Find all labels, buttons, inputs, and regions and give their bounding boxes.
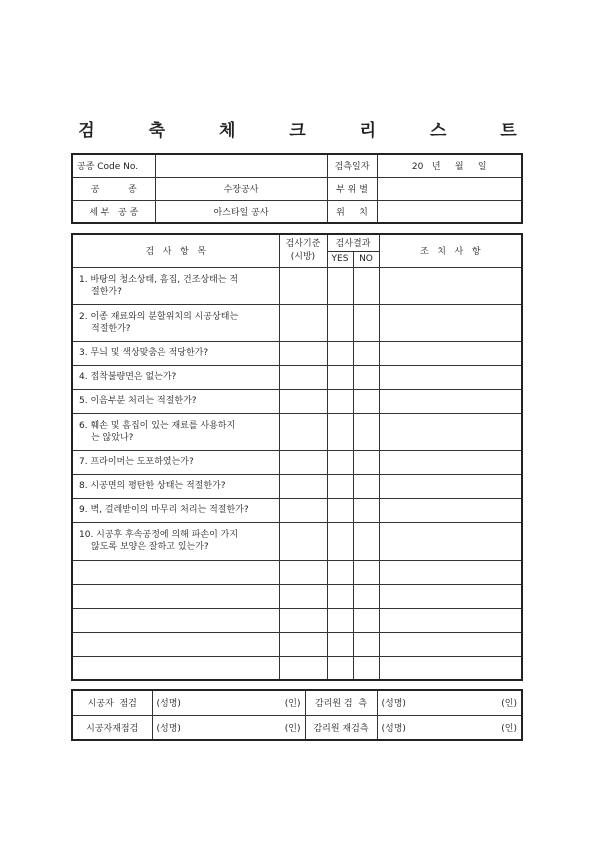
header-label: 세 부 공 종	[72, 200, 155, 223]
criteria-cell[interactable]	[279, 522, 327, 560]
criteria-cell[interactable]	[279, 267, 327, 304]
no-cell[interactable]	[353, 632, 379, 656]
item-cell[interactable]	[72, 656, 279, 680]
action-cell[interactable]	[379, 656, 522, 680]
criteria-cell[interactable]	[279, 413, 327, 450]
seal-label: (인)	[501, 723, 517, 734]
check-item	[72, 341, 279, 365]
item-cell[interactable]	[72, 632, 279, 656]
no-cell[interactable]	[353, 304, 379, 341]
yes-cell[interactable]	[327, 632, 353, 656]
criteria-cell[interactable]	[279, 365, 327, 389]
yes-cell[interactable]	[327, 608, 353, 632]
yes-cell[interactable]	[327, 584, 353, 608]
signature-role: 시공자재점검	[72, 715, 152, 740]
action-cell[interactable]	[379, 522, 522, 560]
header-info-table	[71, 153, 523, 224]
no-cell[interactable]	[353, 560, 379, 584]
signature-row	[72, 690, 522, 715]
check-item-text: 10. 시공후 후속공정에 의해 파손이 가지	[79, 530, 239, 540]
signature-row	[72, 715, 522, 740]
item-cell[interactable]	[72, 584, 279, 608]
action-cell[interactable]	[379, 267, 522, 304]
check-item	[72, 413, 279, 450]
no-cell[interactable]	[353, 267, 379, 304]
check-item-text: 6. 훼손 및 흠집이 있는 재료를 사용하지	[79, 420, 236, 431]
check-item	[72, 267, 279, 304]
table-row	[72, 450, 522, 474]
action-cell[interactable]	[379, 389, 522, 413]
table-row	[72, 474, 522, 498]
empty-row	[72, 632, 522, 656]
check-item-text: 4. 접착불량면은 없는가?	[79, 372, 177, 382]
check-item-text: 1. 바탕의 청소상태, 흠집, 건조상태는 적	[79, 274, 239, 285]
action-cell[interactable]	[379, 413, 522, 450]
col-yes-header: YES	[327, 251, 353, 267]
seal-label: (인)	[284, 699, 301, 710]
action-cell[interactable]	[379, 560, 522, 584]
seal-label: (인)	[501, 699, 517, 710]
signature-role: 시공자 점검	[72, 690, 152, 715]
criteria-cell[interactable]	[279, 341, 327, 365]
col-item-header: 검 사 항 목	[72, 234, 279, 267]
criteria-cell[interactable]	[279, 584, 327, 608]
empty-row	[72, 608, 522, 632]
no-cell[interactable]	[353, 656, 379, 680]
yes-cell[interactable]	[327, 413, 353, 450]
no-cell[interactable]	[353, 413, 379, 450]
no-cell[interactable]	[353, 474, 379, 498]
criteria-cell[interactable]	[279, 498, 327, 522]
table-row	[72, 498, 522, 522]
action-cell[interactable]	[379, 584, 522, 608]
check-item	[72, 450, 279, 474]
yes-cell[interactable]	[327, 522, 353, 560]
item-cell[interactable]	[72, 560, 279, 584]
check-item-text: 8. 시공면의 평탄한 상태는 적절한가?	[79, 481, 226, 491]
table-row	[72, 413, 522, 450]
col-criteria-header	[279, 234, 327, 267]
col-action-header: 조 치 사 항	[379, 234, 522, 267]
header-value[interactable]: 수장공사	[155, 177, 327, 200]
signature-role: 감리원 재검측	[305, 715, 377, 740]
signature-table	[71, 689, 523, 741]
criteria-cell[interactable]	[279, 656, 327, 680]
name-label: (성명)	[381, 723, 406, 734]
header-label: 공 종	[72, 177, 155, 200]
empty-row	[72, 656, 522, 680]
empty-row	[72, 584, 522, 608]
check-item-text: 9. 벽, 걸레받이의 마무리 처리는 적절한가?	[79, 505, 249, 515]
no-cell[interactable]	[353, 365, 379, 389]
check-item	[72, 498, 279, 522]
action-cell[interactable]	[379, 365, 522, 389]
check-item	[72, 389, 279, 413]
action-cell[interactable]	[379, 474, 522, 498]
header-label: 검측일자	[327, 154, 377, 177]
no-cell[interactable]	[353, 608, 379, 632]
action-cell[interactable]	[379, 632, 522, 656]
yes-cell[interactable]	[327, 450, 353, 474]
name-label: (성명)	[156, 723, 181, 734]
signature-role: 감리원 검 측	[305, 690, 377, 715]
check-item-text: 2. 이종 재료와의 분할위치의 시공상태는	[79, 311, 239, 322]
criteria-cell[interactable]	[279, 608, 327, 632]
yes-cell[interactable]	[327, 341, 353, 365]
no-cell[interactable]	[353, 450, 379, 474]
col-result-header: 검사결과	[327, 234, 379, 251]
col-criteria-label: 검사기준	[285, 238, 321, 249]
empty-row	[72, 560, 522, 584]
header-value[interactable]: 20 년 월 일	[377, 154, 522, 177]
signature-field[interactable]	[152, 690, 305, 715]
checklist-table	[71, 233, 523, 681]
name-label: (성명)	[381, 699, 406, 710]
no-cell[interactable]	[353, 584, 379, 608]
action-cell[interactable]	[379, 608, 522, 632]
table-row	[72, 389, 522, 413]
yes-cell[interactable]	[327, 304, 353, 341]
header-value[interactable]	[377, 177, 522, 200]
header-label: 공종 Code No.	[72, 154, 155, 177]
col-criteria-sub-label: (시방)	[290, 251, 316, 262]
signature-field[interactable]	[377, 690, 522, 715]
check-item	[72, 522, 279, 560]
no-cell[interactable]	[353, 389, 379, 413]
header-label: 부 위 별	[327, 177, 377, 200]
signature-field[interactable]	[152, 715, 305, 740]
name-label: (성명)	[156, 699, 181, 710]
table-row	[72, 341, 522, 365]
check-item	[72, 474, 279, 498]
col-no-header: NO	[353, 251, 379, 267]
yes-cell[interactable]	[327, 498, 353, 522]
check-item-text: 3. 무늬 및 색상맞춤은 적당한가?	[79, 348, 209, 358]
action-cell[interactable]	[379, 341, 522, 365]
item-cell[interactable]	[72, 608, 279, 632]
yes-cell[interactable]	[327, 267, 353, 304]
table-row	[72, 365, 522, 389]
signature-field[interactable]	[377, 715, 522, 740]
header-value[interactable]	[155, 154, 327, 177]
criteria-cell[interactable]	[279, 632, 327, 656]
page-title: 검 축 체 크 리 스 트	[78, 121, 541, 141]
check-item-text: 7. 프라이머는 도포하였는가?	[79, 457, 194, 467]
yes-cell[interactable]	[327, 656, 353, 680]
action-cell[interactable]	[379, 304, 522, 341]
no-cell[interactable]	[353, 341, 379, 365]
table-row	[72, 522, 522, 560]
criteria-cell[interactable]	[279, 389, 327, 413]
criteria-cell[interactable]	[279, 450, 327, 474]
header-row	[72, 154, 522, 177]
check-item	[72, 304, 279, 341]
checklist-header-row	[72, 234, 522, 251]
check-item	[72, 365, 279, 389]
header-label: 위 치	[327, 200, 377, 223]
check-item-text-cont: 적절한가?	[91, 323, 131, 334]
header-row	[72, 177, 522, 200]
yes-cell[interactable]	[327, 474, 353, 498]
table-row	[72, 304, 522, 341]
header-row	[72, 200, 522, 223]
table-row	[72, 267, 522, 304]
action-cell[interactable]	[379, 450, 522, 474]
check-item-text-cont: 는 않았나?	[91, 432, 134, 443]
criteria-cell[interactable]	[279, 304, 327, 341]
yes-cell[interactable]	[327, 560, 353, 584]
check-item-text-cont: 절한가?	[91, 286, 122, 297]
header-value[interactable]	[377, 200, 522, 223]
no-cell[interactable]	[353, 522, 379, 560]
header-value[interactable]: 아스타일 공사	[155, 200, 327, 223]
yes-cell[interactable]	[327, 389, 353, 413]
yes-cell[interactable]	[327, 365, 353, 389]
check-item-text: 5. 이음부분 처리는 적절한가?	[79, 396, 197, 406]
seal-label: (인)	[284, 723, 301, 734]
criteria-cell[interactable]	[279, 560, 327, 584]
criteria-cell[interactable]	[279, 474, 327, 498]
check-item-text-cont: 않도록 보양은 잘하고 있는가?	[91, 542, 209, 552]
no-cell[interactable]	[353, 498, 379, 522]
action-cell[interactable]	[379, 498, 522, 522]
